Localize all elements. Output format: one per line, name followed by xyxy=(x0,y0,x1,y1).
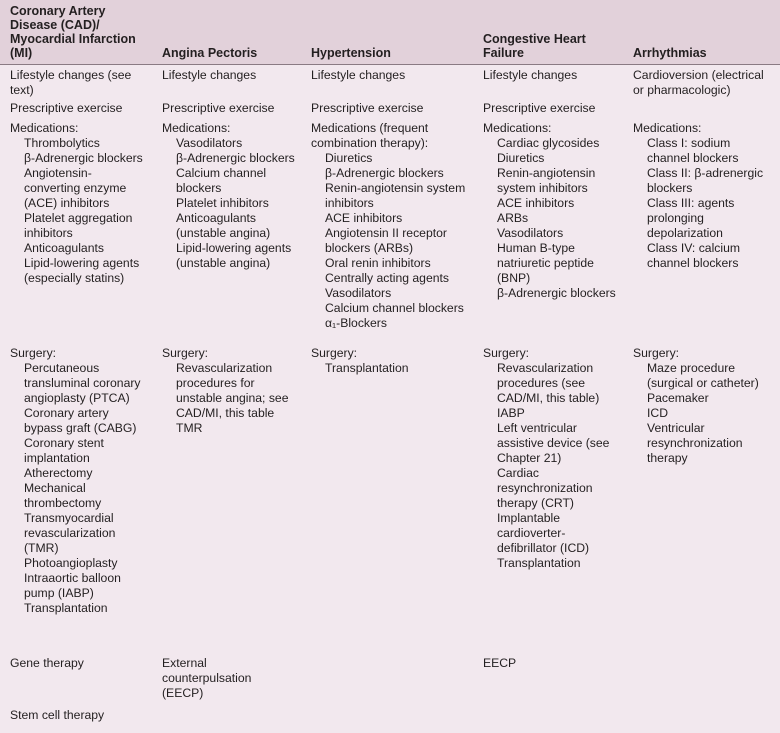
cell-lifestyle-chf: Lifestyle changes xyxy=(483,67,578,82)
cell-other-angina: External counterpulsation (EECP) xyxy=(162,656,252,700)
list-item: Coronary stent implantation xyxy=(24,436,104,465)
cell-surgery-hypertension xyxy=(301,343,473,653)
list-item: Transplantation xyxy=(24,601,108,615)
cell-exercise-angina: Prescriptive exercise xyxy=(162,101,275,115)
header-cad-mi: Coronary Artery Disease (CAD)/ Myocardial Infarction (MI) xyxy=(10,3,136,60)
list-item: Human B-type natriuretic peptide (BNP) xyxy=(497,241,594,285)
list-item: Percutaneous transluminal coronary angioplasty (PTCA) xyxy=(24,361,141,405)
cell-surgery-arrhythmias xyxy=(623,343,780,653)
list-item: β-Adrenergic blockers xyxy=(24,151,143,165)
cell-medications-chf xyxy=(473,118,623,343)
list-item: Angiotensin-converting enzyme (ACE) inhibitors xyxy=(24,166,127,210)
list-item: Class I: sodium channel blockers xyxy=(647,136,739,165)
lifestyle-row xyxy=(0,64,780,98)
list-item: β-Adrenergic blockers xyxy=(176,151,295,165)
header-hypertension: Hypertension xyxy=(311,45,391,60)
cell-medications-cad xyxy=(0,118,152,343)
list-item: Revascularization procedures (see CAD/MI, this table) xyxy=(497,361,600,405)
list-item: Class IV: calcium channel blockers xyxy=(647,241,741,270)
list-item: β-Adrenergic blockers xyxy=(325,166,444,180)
list-item: Implantable cardioverter-defibrillator (ICD) xyxy=(497,511,590,555)
cell-other-hypertension xyxy=(301,653,473,705)
list-item: Anticoagulants (unstable angina) xyxy=(176,211,271,240)
header-arrhythmias: Arrhythmias xyxy=(633,45,707,60)
cell-medications-hypertension xyxy=(301,118,473,343)
list-item: Cardiac resynchronization therapy (CRT) xyxy=(497,466,593,510)
list-item: Pacemaker xyxy=(647,391,709,405)
other-therapy-row xyxy=(0,653,780,705)
list-item: ACE inhibitors xyxy=(325,211,403,225)
cell-stem-cad: Stem cell therapy xyxy=(10,708,105,722)
list-item: TMR xyxy=(176,421,203,435)
cell-exercise-hypertension: Prescriptive exercise xyxy=(311,101,424,115)
list-item: Angiotensin II receptor blockers (ARBs) xyxy=(325,226,447,255)
list-item: Lipid-lowering agents (unstable angina) xyxy=(176,241,292,270)
cell-surgery-chf xyxy=(473,343,623,653)
list-item: Coronary artery bypass graft (CABG) xyxy=(24,406,137,435)
surgery-heading: Surgery: xyxy=(633,346,680,360)
surgery-heading: Surgery: xyxy=(10,346,57,360)
list-item: Vasodilators xyxy=(176,136,243,150)
list-item: Vasodilators xyxy=(497,226,564,240)
list-item: ACE inhibitors xyxy=(497,196,575,210)
cell-lifestyle-cad: Lifestyle changes (see text) xyxy=(10,67,132,97)
list-item: Platelet aggregation inhibitors xyxy=(24,211,133,240)
exercise-row xyxy=(0,98,780,118)
list-item: Transplantation xyxy=(325,361,409,375)
header-angina: Angina Pectoris xyxy=(162,45,258,60)
cell-medications-arrhythmias xyxy=(623,118,780,343)
list-item: ICD xyxy=(647,406,668,420)
list-item: ARBs xyxy=(497,211,529,225)
cell-exercise-chf: Prescriptive exercise xyxy=(483,101,596,115)
medications-heading: Medications: xyxy=(483,121,552,135)
surgery-heading: Surgery: xyxy=(311,346,358,360)
list-item: Anticoagulants xyxy=(24,241,104,255)
cell-exercise-arrhythmias xyxy=(623,98,780,118)
stem-cell-row xyxy=(0,705,780,733)
list-item: Class III: agents prolonging depolarization xyxy=(647,196,735,240)
surgery-heading: Surgery: xyxy=(162,346,209,360)
medications-heading: Medications: xyxy=(633,121,702,135)
header-row xyxy=(0,0,780,64)
cell-lifestyle-angina: Lifestyle changes xyxy=(162,67,257,82)
list-item: Revascularization procedures for unstable angina; see CAD/MI, this table xyxy=(176,361,289,420)
list-item: α₁-Blockers xyxy=(325,316,387,330)
list-item: Oral renin inhibitors xyxy=(325,256,431,270)
medications-heading: Medications: xyxy=(162,121,231,135)
list-item: Diuretics xyxy=(497,151,545,165)
list-item: Maze procedure (surgical or catheter) xyxy=(647,361,759,390)
list-item: Calcium channel blockers xyxy=(176,166,267,195)
list-item: Platelet inhibitors xyxy=(176,196,269,210)
list-item: Atherectomy xyxy=(24,466,93,480)
list-item: Lipid-lowering agents (especially statins) xyxy=(24,256,140,285)
list-item: Renin-angiotensin system inhibitors xyxy=(325,181,466,210)
cell-other-cad: Gene therapy xyxy=(10,656,84,670)
surgery-row xyxy=(0,343,780,653)
list-item: Transplantation xyxy=(497,556,581,570)
medications-row xyxy=(0,118,780,343)
list-item: Photoangioplasty xyxy=(24,556,118,570)
list-item: Intraaortic balloon pump (IABP) xyxy=(24,571,121,600)
cell-medications-angina xyxy=(152,118,301,343)
header-chf: Congestive Heart Failure xyxy=(483,31,586,60)
surgery-heading: Surgery: xyxy=(483,346,530,360)
list-item: Mechanical thrombectomy xyxy=(24,481,102,510)
cell-exercise-cad: Prescriptive exercise xyxy=(10,101,123,115)
cell-other-chf: EECP xyxy=(483,656,517,670)
list-item: Centrally acting agents xyxy=(325,271,449,285)
cell-surgery-cad xyxy=(0,343,152,653)
list-item: Transmyocardial revascularization (TMR) xyxy=(24,511,116,555)
list-item: Left ventricular assistive device (see Chapter 21) xyxy=(497,421,610,465)
list-item: Class II: β-adrenergic blockers xyxy=(647,166,764,195)
list-item: Vasodilators xyxy=(325,286,392,300)
list-item: IABP xyxy=(497,406,525,420)
list-item: Cardiac glycosides xyxy=(497,136,600,150)
medications-heading: Medications (frequent combination therapy): xyxy=(311,121,429,150)
medications-heading: Medications: xyxy=(10,121,79,135)
list-item: Ventricular resynchronization therapy xyxy=(647,421,743,465)
cell-other-arrhythmias xyxy=(623,653,780,705)
list-item: Diuretics xyxy=(325,151,373,165)
cell-lifestyle-arrhythmias: Cardioversion (electrical or pharmacologic) xyxy=(633,67,764,97)
cell-surgery-angina xyxy=(152,343,301,653)
list-item: Calcium channel blockers xyxy=(325,301,464,315)
list-item: β-Adrenergic blockers xyxy=(497,286,616,300)
cell-lifestyle-hypertension: Lifestyle changes xyxy=(311,67,406,82)
list-item: Thrombolytics xyxy=(24,136,100,150)
list-item: Renin-angiotensin system inhibitors xyxy=(497,166,596,195)
